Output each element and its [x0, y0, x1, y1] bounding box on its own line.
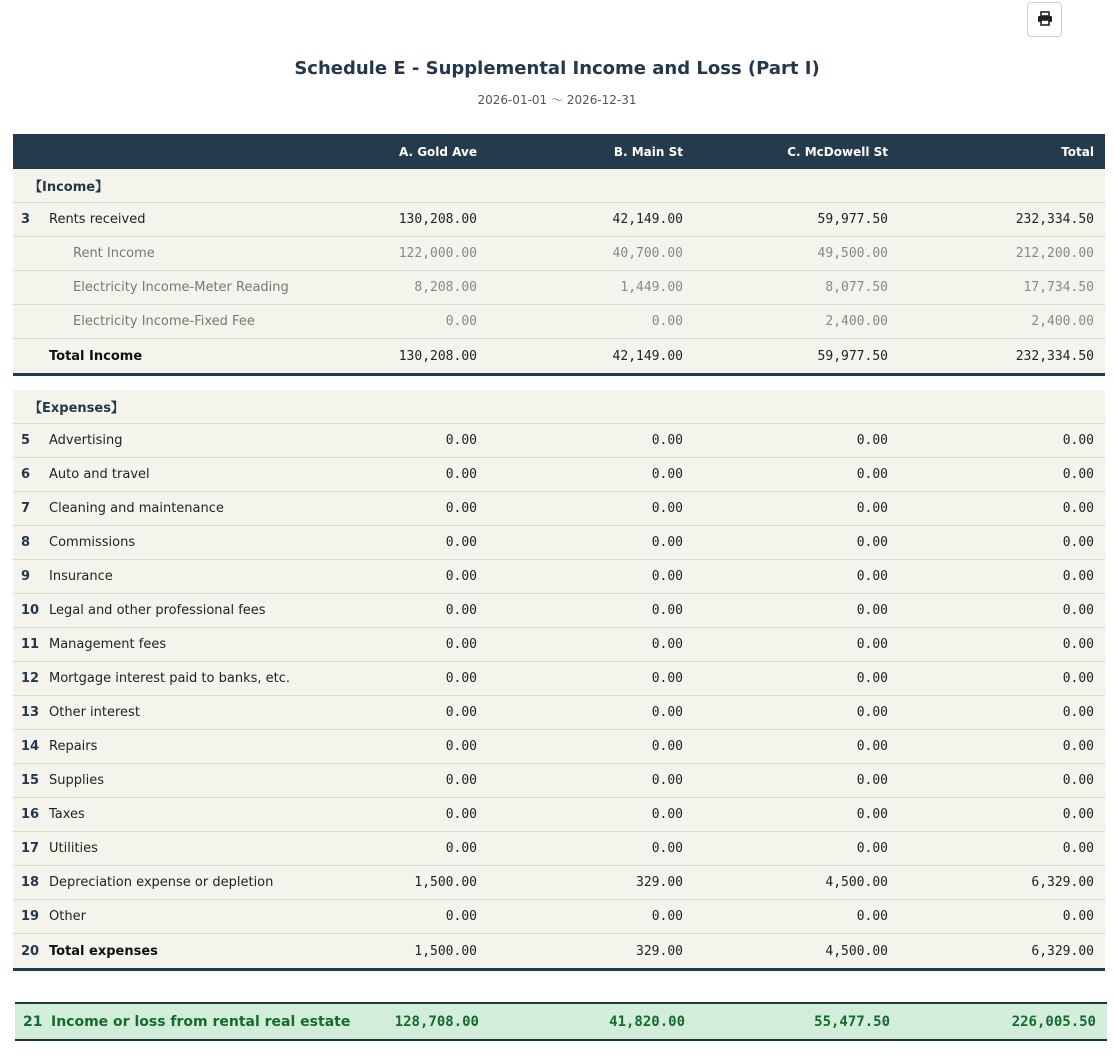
table-row-detail — [13, 271, 1105, 305]
line-label: Mortgage interest paid to banks, etc. — [49, 671, 291, 686]
value-b: 329.00 — [636, 875, 683, 890]
value-a: 0.00 — [445, 705, 477, 720]
value-c: 59,977.50 — [817, 348, 888, 364]
table-row-expense — [13, 560, 1105, 594]
table-row-detail — [13, 237, 1105, 271]
line-label: Taxes — [49, 807, 85, 822]
line-number: 3 — [21, 212, 31, 227]
value-b: 40,700.00 — [612, 246, 683, 261]
value-a: 0.00 — [445, 569, 477, 584]
value-a: 0.00 — [445, 535, 477, 550]
expense-rows — [13, 424, 1105, 934]
table-row-expense — [13, 424, 1105, 458]
value-c: 4,500.00 — [825, 943, 888, 959]
value-total: 6,329.00 — [1031, 875, 1094, 890]
value-b: 0.00 — [651, 773, 683, 788]
line-number: 19 — [21, 909, 40, 924]
value-a: 8,208.00 — [414, 280, 477, 295]
value-total: 0.00 — [1062, 705, 1094, 720]
value-a: 0.00 — [445, 841, 477, 856]
value-b: 0.00 — [651, 807, 683, 822]
value-b: 0.00 — [651, 739, 683, 754]
line-number: 12 — [21, 671, 40, 686]
value-c: 49,500.00 — [817, 246, 888, 261]
value-c: 0.00 — [856, 501, 888, 516]
value-total: 0.00 — [1062, 501, 1094, 516]
table-row-expense — [13, 662, 1105, 696]
section-label: 【Expenses】 — [29, 401, 124, 416]
value-a: 1,500.00 — [414, 875, 477, 890]
value-total: 0.00 — [1062, 535, 1094, 550]
table-row-expense — [13, 798, 1105, 832]
table-row-expense — [13, 866, 1105, 900]
value-c: 0.00 — [856, 841, 888, 856]
value-a: 0.00 — [445, 671, 477, 686]
line-label: Electricity Income-Meter Reading — [73, 280, 289, 295]
value-a: 0.00 — [445, 603, 477, 618]
value-a: 0.00 — [445, 433, 477, 448]
line-label: Total Income — [49, 348, 143, 364]
value-total: 0.00 — [1062, 467, 1094, 482]
value-a: 122,000.00 — [398, 246, 477, 261]
value-b: 0.00 — [651, 637, 683, 652]
value-c: 0.00 — [856, 637, 888, 652]
value-b: 0.00 — [651, 535, 683, 550]
line-label: Income or loss from rental real estate — [51, 1013, 351, 1030]
section-spacer — [13, 376, 1105, 390]
value-total: 0.00 — [1062, 841, 1094, 856]
value-total: 226,005.50 — [1011, 1013, 1096, 1030]
value-a: 0.00 — [445, 467, 477, 482]
line-label: Repairs — [49, 739, 98, 754]
line-number: 17 — [21, 841, 40, 856]
value-a: 130,208.00 — [398, 212, 477, 227]
line-number: 6 — [21, 467, 31, 482]
report-period: 2026-01-01 〜 2026-12-31 — [477, 93, 637, 107]
value-c: 0.00 — [856, 807, 888, 822]
value-total: 2,400.00 — [1031, 314, 1094, 329]
table-row-expense — [13, 696, 1105, 730]
line-number: 10 — [21, 603, 40, 618]
value-total: 212,200.00 — [1015, 246, 1094, 261]
value-a: 1,500.00 — [414, 943, 477, 959]
table-row-expense — [13, 628, 1105, 662]
value-b: 0.00 — [651, 433, 683, 448]
line-label: Management fees — [49, 637, 167, 652]
line-label: Utilities — [49, 841, 98, 856]
table-row-expense — [13, 526, 1105, 560]
line-label: Rent Income — [73, 246, 155, 261]
value-total: 0.00 — [1062, 637, 1094, 652]
table-row-expense — [13, 492, 1105, 526]
value-total: 0.00 — [1062, 807, 1094, 822]
line-number: 15 — [21, 773, 40, 788]
value-c: 0.00 — [856, 773, 888, 788]
line-label: Commissions — [49, 535, 136, 550]
value-c: 0.00 — [856, 603, 888, 618]
line-label: Total expenses — [49, 943, 158, 959]
table-row-rents — [13, 203, 1105, 237]
value-c: 59,977.50 — [817, 212, 888, 227]
column-header-b: B. Main St — [613, 144, 683, 159]
value-b: 0.00 — [651, 909, 683, 924]
value-c: 4,500.00 — [825, 875, 888, 890]
value-c: 0.00 — [856, 467, 888, 482]
value-a: 0.00 — [445, 773, 477, 788]
value-c: 0.00 — [856, 535, 888, 550]
value-c: 8,077.50 — [825, 280, 888, 295]
table-row-detail — [13, 305, 1105, 339]
line-label: Depreciation expense or depletion — [49, 875, 274, 890]
printer-icon — [1037, 11, 1053, 29]
line-label: Electricity Income-Fixed Fee — [73, 314, 255, 329]
value-a: 130,208.00 — [398, 348, 477, 364]
line-label: Advertising — [49, 433, 123, 448]
value-b: 0.00 — [651, 841, 683, 856]
line-number: 13 — [21, 705, 40, 720]
value-b: 0.00 — [651, 501, 683, 516]
line-number: 14 — [21, 739, 40, 754]
value-b: 41,820.00 — [609, 1013, 685, 1030]
line-number: 16 — [21, 807, 40, 822]
print-button[interactable] — [1027, 2, 1062, 37]
value-a: 0.00 — [445, 807, 477, 822]
table-row-expense — [13, 594, 1105, 628]
value-a: 0.00 — [445, 739, 477, 754]
value-total: 17,734.50 — [1023, 280, 1094, 295]
line-label: Insurance — [49, 569, 113, 584]
line-label: Rents received — [49, 212, 146, 227]
table-row-expense — [13, 900, 1105, 934]
expenses-section-header — [13, 390, 1105, 424]
value-total: 0.00 — [1062, 773, 1094, 788]
value-a: 0.00 — [445, 314, 477, 329]
value-total: 0.00 — [1062, 739, 1094, 754]
income-section-header — [13, 169, 1105, 203]
value-b: 42,149.00 — [612, 348, 683, 364]
line-label: Auto and travel — [49, 467, 150, 482]
column-header-total: Total — [1061, 144, 1094, 159]
column-header-c: C. McDowell St — [787, 144, 888, 159]
value-a: 0.00 — [445, 909, 477, 924]
page-title: Schedule E - Supplemental Income and Loss (Part I) — [294, 58, 820, 79]
value-b: 329.00 — [636, 943, 683, 959]
value-b: 0.00 — [651, 467, 683, 482]
line-label: Cleaning and maintenance — [49, 501, 224, 516]
line-number: 9 — [21, 569, 31, 584]
value-c: 0.00 — [856, 705, 888, 720]
value-total: 232,334.50 — [1015, 212, 1094, 227]
value-total: 6,329.00 — [1031, 943, 1094, 959]
line-number: 8 — [21, 535, 31, 550]
value-a: 0.00 — [445, 637, 477, 652]
value-total: 0.00 — [1062, 603, 1094, 618]
value-b: 42,149.00 — [612, 212, 683, 227]
value-total: 0.00 — [1062, 569, 1094, 584]
value-b: 0.00 — [651, 314, 683, 329]
line-label: Other interest — [49, 705, 140, 720]
value-c: 0.00 — [856, 433, 888, 448]
total-expenses-row — [13, 934, 1105, 971]
value-a: 0.00 — [445, 501, 477, 516]
value-c: 55,477.50 — [814, 1013, 890, 1030]
table-row-expense — [13, 764, 1105, 798]
value-c: 2,400.00 — [825, 314, 888, 329]
value-a: 128,708.00 — [394, 1013, 479, 1030]
table-header — [13, 134, 1105, 169]
column-header-a: A. Gold Ave — [398, 144, 477, 159]
value-b: 1,449.00 — [620, 280, 683, 295]
value-c: 0.00 — [856, 569, 888, 584]
value-b: 0.00 — [651, 569, 683, 584]
value-b: 0.00 — [651, 603, 683, 618]
value-b: 0.00 — [651, 705, 683, 720]
line-number: 18 — [21, 875, 40, 890]
table-row-expense — [13, 458, 1105, 492]
value-total: 0.00 — [1062, 671, 1094, 686]
line-number: 7 — [21, 501, 31, 516]
value-c: 0.00 — [856, 739, 888, 754]
value-c: 0.00 — [856, 671, 888, 686]
total-income-row — [13, 339, 1105, 376]
value-total: 232,334.50 — [1015, 348, 1094, 364]
value-c: 0.00 — [856, 909, 888, 924]
section-label: 【Income】 — [29, 180, 109, 195]
value-b: 0.00 — [651, 671, 683, 686]
line-label: Legal and other professional fees — [49, 603, 266, 618]
line-number: 21 — [23, 1013, 43, 1030]
net-income-row — [15, 1002, 1107, 1041]
line-number: 20 — [21, 943, 40, 959]
line-number: 5 — [21, 433, 31, 448]
line-label: Supplies — [49, 773, 104, 788]
schedule-e-table — [13, 134, 1105, 971]
line-number: 11 — [21, 637, 40, 652]
value-total: 0.00 — [1062, 909, 1094, 924]
table-row-expense — [13, 730, 1105, 764]
value-total: 0.00 — [1062, 433, 1094, 448]
table-row-expense — [13, 832, 1105, 866]
line-label: Other — [49, 909, 86, 924]
